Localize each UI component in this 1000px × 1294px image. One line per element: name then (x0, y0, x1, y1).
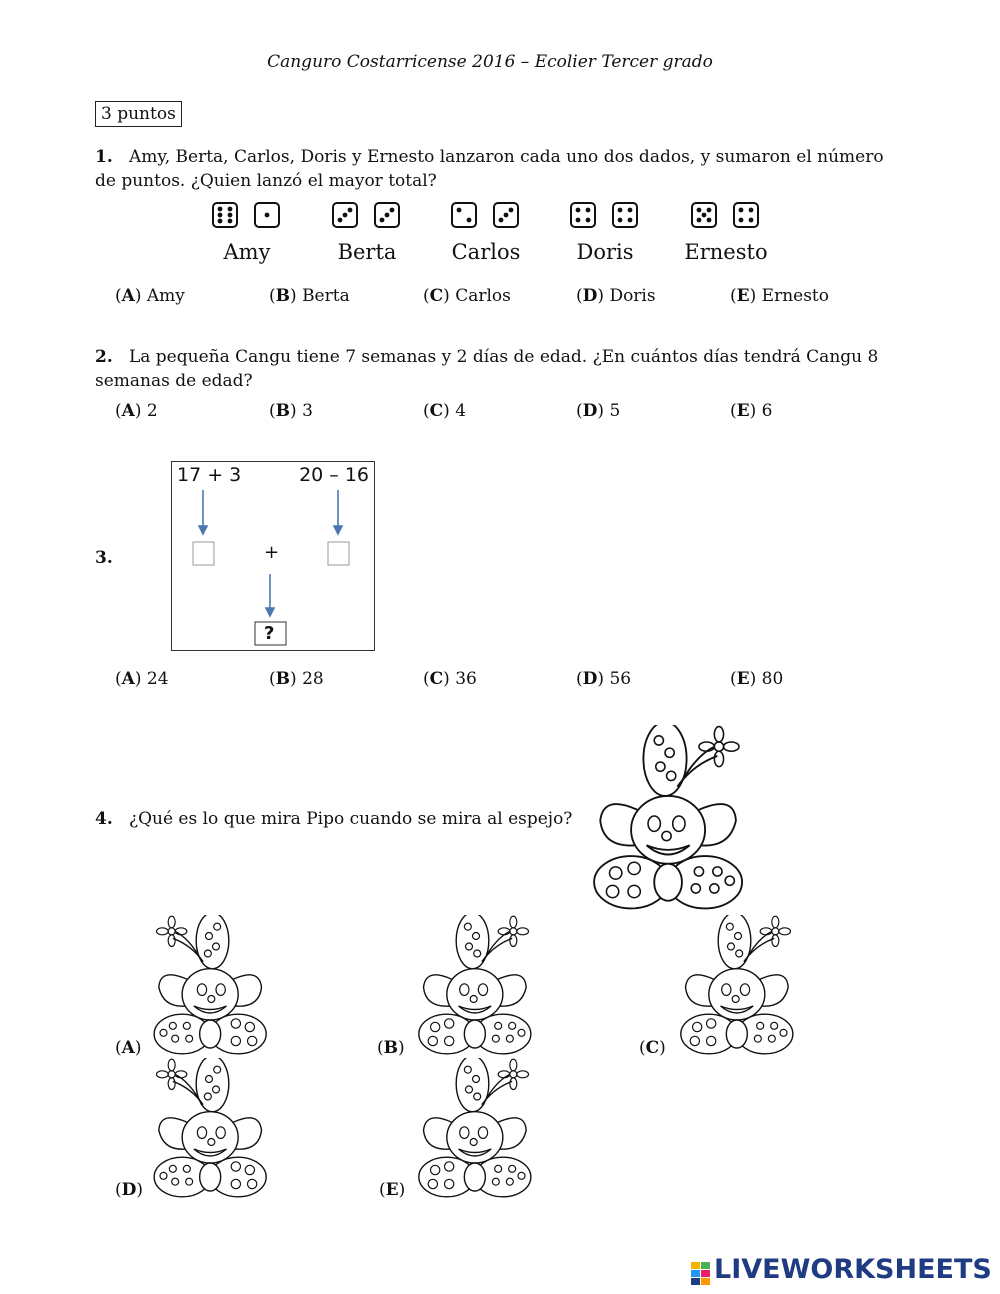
die-doris-1 (570, 202, 596, 228)
q1-option-c[interactable]: (C) Carlos (423, 286, 511, 306)
player-name: Doris (576, 240, 634, 264)
q2-option-b[interactable]: (B) 3 (269, 401, 313, 421)
die-berta-2 (374, 202, 400, 228)
q3-option-a[interactable]: (A) 24 (115, 669, 169, 689)
page-header: Canguro Costarricense 2016 – Ecolier Tercer grado (267, 52, 713, 72)
q4-option-a[interactable]: (A) (115, 1038, 142, 1058)
option-a-clown-image[interactable] (150, 915, 275, 1055)
plus-sign: + (264, 542, 280, 563)
die-amy-2 (254, 202, 280, 228)
question-3-number: 3. (95, 548, 113, 568)
q2-option-e[interactable]: (E) 6 (730, 401, 773, 421)
question-2 (95, 345, 885, 393)
q1-option-e[interactable]: (E) Ernesto (730, 286, 829, 306)
q1-option-b[interactable]: (B) Berta (269, 286, 350, 306)
player-name: Ernesto (684, 240, 768, 264)
q1-option-a[interactable]: (A) Amy (115, 286, 185, 306)
right-expression: 20 – 16 (299, 464, 369, 486)
die-amy-1 (212, 202, 238, 228)
question-number: 4. (95, 809, 113, 829)
question-text-cont: semanas de edad? (95, 371, 253, 391)
question-number: 1. (95, 147, 113, 167)
option-e-clown-image[interactable] (410, 1058, 535, 1198)
q2-option-a[interactable]: (A) 2 (115, 401, 158, 421)
die-ernesto-1 (691, 202, 717, 228)
player-name: Amy (223, 240, 271, 264)
option-d-clown-image[interactable] (150, 1058, 275, 1198)
q2-option-d[interactable]: (D) 5 (576, 401, 621, 421)
logo-text: LIVEWORKSHEETS (714, 1254, 992, 1285)
q3-option-c[interactable]: (C) 36 (423, 669, 477, 689)
q3-option-d[interactable]: (D) 56 (576, 669, 632, 689)
question-1 (95, 145, 885, 193)
left-expression: 17 + 3 (177, 464, 242, 486)
option-b-clown-image[interactable] (410, 915, 535, 1055)
logo-icon (690, 1260, 712, 1288)
question-text: ¿Qué es lo que mira Pipo cuando se mira al espejo? (128, 809, 573, 829)
liveworksheets-logo (690, 1254, 992, 1288)
q2-option-c[interactable]: (C) 4 (423, 401, 467, 421)
player-name: Carlos (451, 240, 521, 264)
die-carlos-1 (451, 202, 477, 228)
q3-option-e[interactable]: (E) 80 (730, 669, 784, 689)
q3-option-b[interactable]: (B) 28 (269, 669, 324, 689)
section-label: 3 puntos (95, 101, 182, 127)
pipo-clown-image (580, 725, 750, 910)
option-c-clown-image[interactable] (672, 915, 797, 1055)
question-4 (95, 807, 572, 831)
question-number: 2. (95, 347, 113, 367)
die-berta-1 (332, 202, 358, 228)
result-placeholder: ? (264, 623, 275, 644)
question-text-cont: de puntos. ¿Quien lanzó el mayor total? (95, 171, 437, 191)
q4-option-b[interactable]: (B) (377, 1038, 405, 1058)
question-text: La pequeña Cangu tiene 7 semanas y 2 días de edad. ¿En cuántos días tendrá Cangu 8 (128, 347, 879, 367)
q4-option-d[interactable]: (D) (115, 1180, 144, 1200)
q4-option-c[interactable]: (C) (639, 1038, 666, 1058)
die-ernesto-2 (733, 202, 759, 228)
die-doris-2 (612, 202, 638, 228)
q1-option-d[interactable]: (D) Doris (576, 286, 656, 306)
question-text: Amy, Berta, Carlos, Doris y Ernesto lanzaron cada uno dos dados, y sumaron el número (128, 147, 884, 167)
player-name: Berta (337, 240, 397, 264)
q3-diagram (171, 461, 375, 651)
die-carlos-2 (493, 202, 519, 228)
q4-option-e[interactable]: (E) (379, 1180, 406, 1200)
